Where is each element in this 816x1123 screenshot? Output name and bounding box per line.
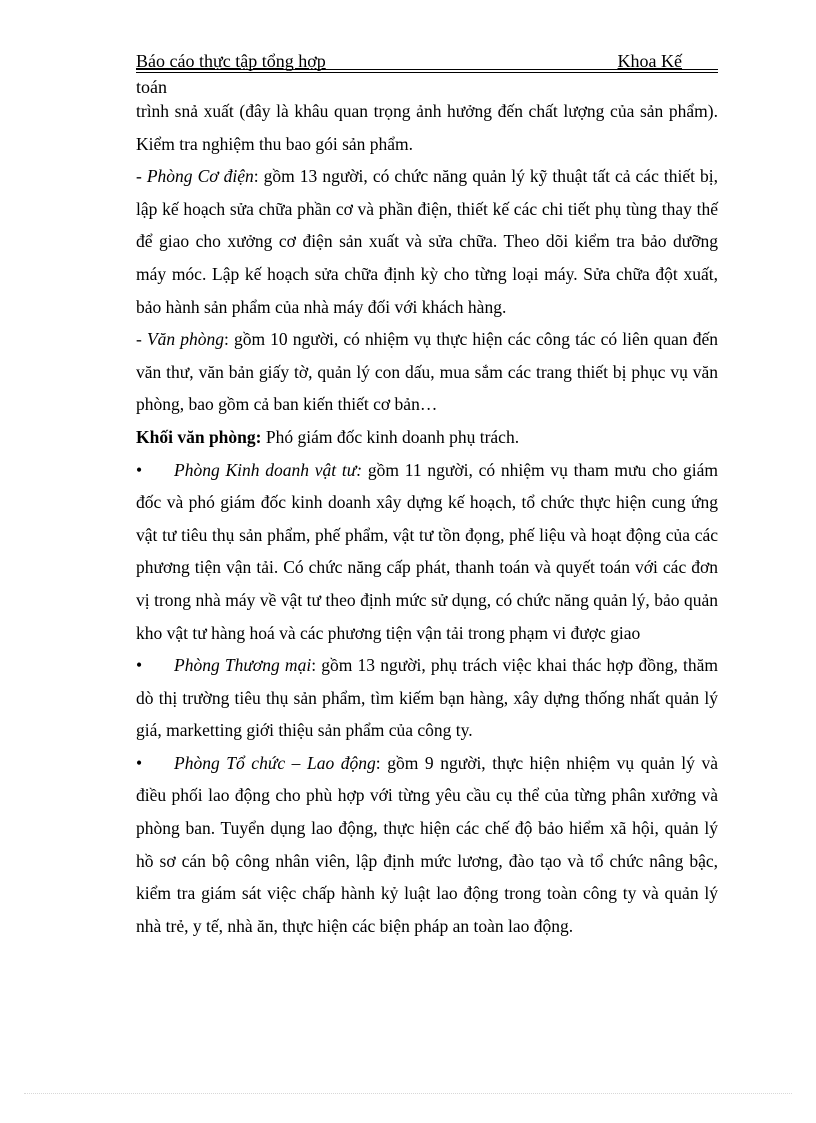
page-header — [136, 50, 718, 98]
bullet-icon: • — [136, 655, 143, 676]
paragraph-text: : gồm 13 người, phụ trách việc khai thác hợp đồng, thăm dò thị trường tiêu thụ sản phẩm, tìm kiếm bạn hàng, xây dựng thống nhất quản lý giá, marketting giới thiệu sản phẩm của công ty. — [136, 655, 718, 741]
paragraph-text: : gồm 10 người, có nhiệm vụ thực hiện các công tác có liên quan đến văn thư, văn bản giấy tờ, quản lý con dấu, mua sắm các trang thiết bị phục vụ văn phòng, bao gồm cả ban kiến thiết cơ bản… — [136, 329, 718, 415]
paragraph-commerce — [136, 649, 718, 747]
paragraph-text: gồm 11 người, có nhiệm vụ tham mưu cho giám đốc và phó giám đốc kinh doanh xây dựng kế hoạch, tổ chức thực hiện cung ứng vật tư tiêu thụ sản phẩm, phế phẩm, vật tư tồn đọng, phế liệu và hoạt động của các phương tiện vận tải. Có chức năng cấp phát, thanh toán và quyết toán với các đơn vị trong nhà máy về vật tư theo định mức sử dụng, có chức năng quản lý, bảo quản kho vật tư hàng hoá và các phương tiện vận tải trong phạm vi được giao — [136, 459, 718, 643]
section-title-mechanical-electrical: Phòng Cơ điện — [146, 166, 254, 187]
header-report-title: Báo cáo thực tập tổng hợp — [136, 51, 326, 71]
dash-prefix: - — [136, 329, 147, 350]
page-bottom-border — [24, 1093, 792, 1094]
document-body — [136, 95, 718, 942]
section-title-office: Văn phòng — [146, 329, 224, 350]
paragraph-production — [136, 95, 718, 160]
header-department-wrap: toán — [136, 77, 167, 97]
header-rule — [136, 69, 718, 73]
paragraph-business-supplies — [136, 454, 718, 650]
bullet-icon: • — [136, 459, 143, 480]
paragraph-text: Phó giám đốc kinh doanh phụ trách. — [261, 426, 520, 447]
paragraph-organization-labor — [136, 747, 718, 943]
section-title-business-supplies: Phòng Kinh doanh vật tư: — [174, 459, 363, 480]
paragraph-office — [136, 323, 718, 421]
paragraph-text: : gồm 9 người, thực hiện nhiệm vụ quản lý và điều phối lao động cho phù hợp với từng yêu cầu cụ thể của từng phân xưởng và phòng ban. Tuyển dụng lao động, thực hiện các chế độ bảo hiểm xã hội, quản lý hồ sơ cán bộ công nhân viên, lập định mức lương, đào tạo và tổ chức nâng bậc, kiểm tra giám sát việc chấp hành kỷ luật lao động trong toàn công ty và quản lý nhà trẻ, y tế, nhà ăn, thực hiện các biện pháp an toàn lao động. — [136, 752, 718, 936]
paragraph-text: trình snả xuất (đây là khâu quan trọng ảnh hưởng đến chất lượng của sản phẩm). Kiểm tra nghiệm thu bao gói sản phẩm. — [136, 101, 718, 154]
dash-prefix: - — [136, 166, 147, 187]
paragraph-text: : gồm 13 người, có chức năng quản lý kỹ thuật tất cả các thiết bị, lập kế hoạch sửa chữa phần cơ và phần điện, thiết kế các chi tiết phụ tùng thay thế để giao cho xưởng cơ điện sản xuất và sửa chữa. Theo dõi kiểm tra bảo dưỡng máy móc. Lập kế hoạch sửa chữa định kỳ cho từng loại máy. Sửa chữa đột xuất, bảo hành sản phẩm của nhà máy đối với khách hàng. — [136, 166, 718, 317]
paragraph-office-block — [136, 421, 718, 454]
paragraph-mechanical-electrical — [136, 160, 718, 323]
section-heading-office-block: Khối văn phòng: — [136, 426, 262, 447]
header-department: Khoa Kế — [617, 51, 682, 71]
bullet-icon: • — [136, 752, 143, 773]
section-title-organization-labor: Phòng Tổ chức – Lao động — [174, 752, 376, 773]
section-title-commerce: Phòng Thương mại — [174, 655, 312, 676]
